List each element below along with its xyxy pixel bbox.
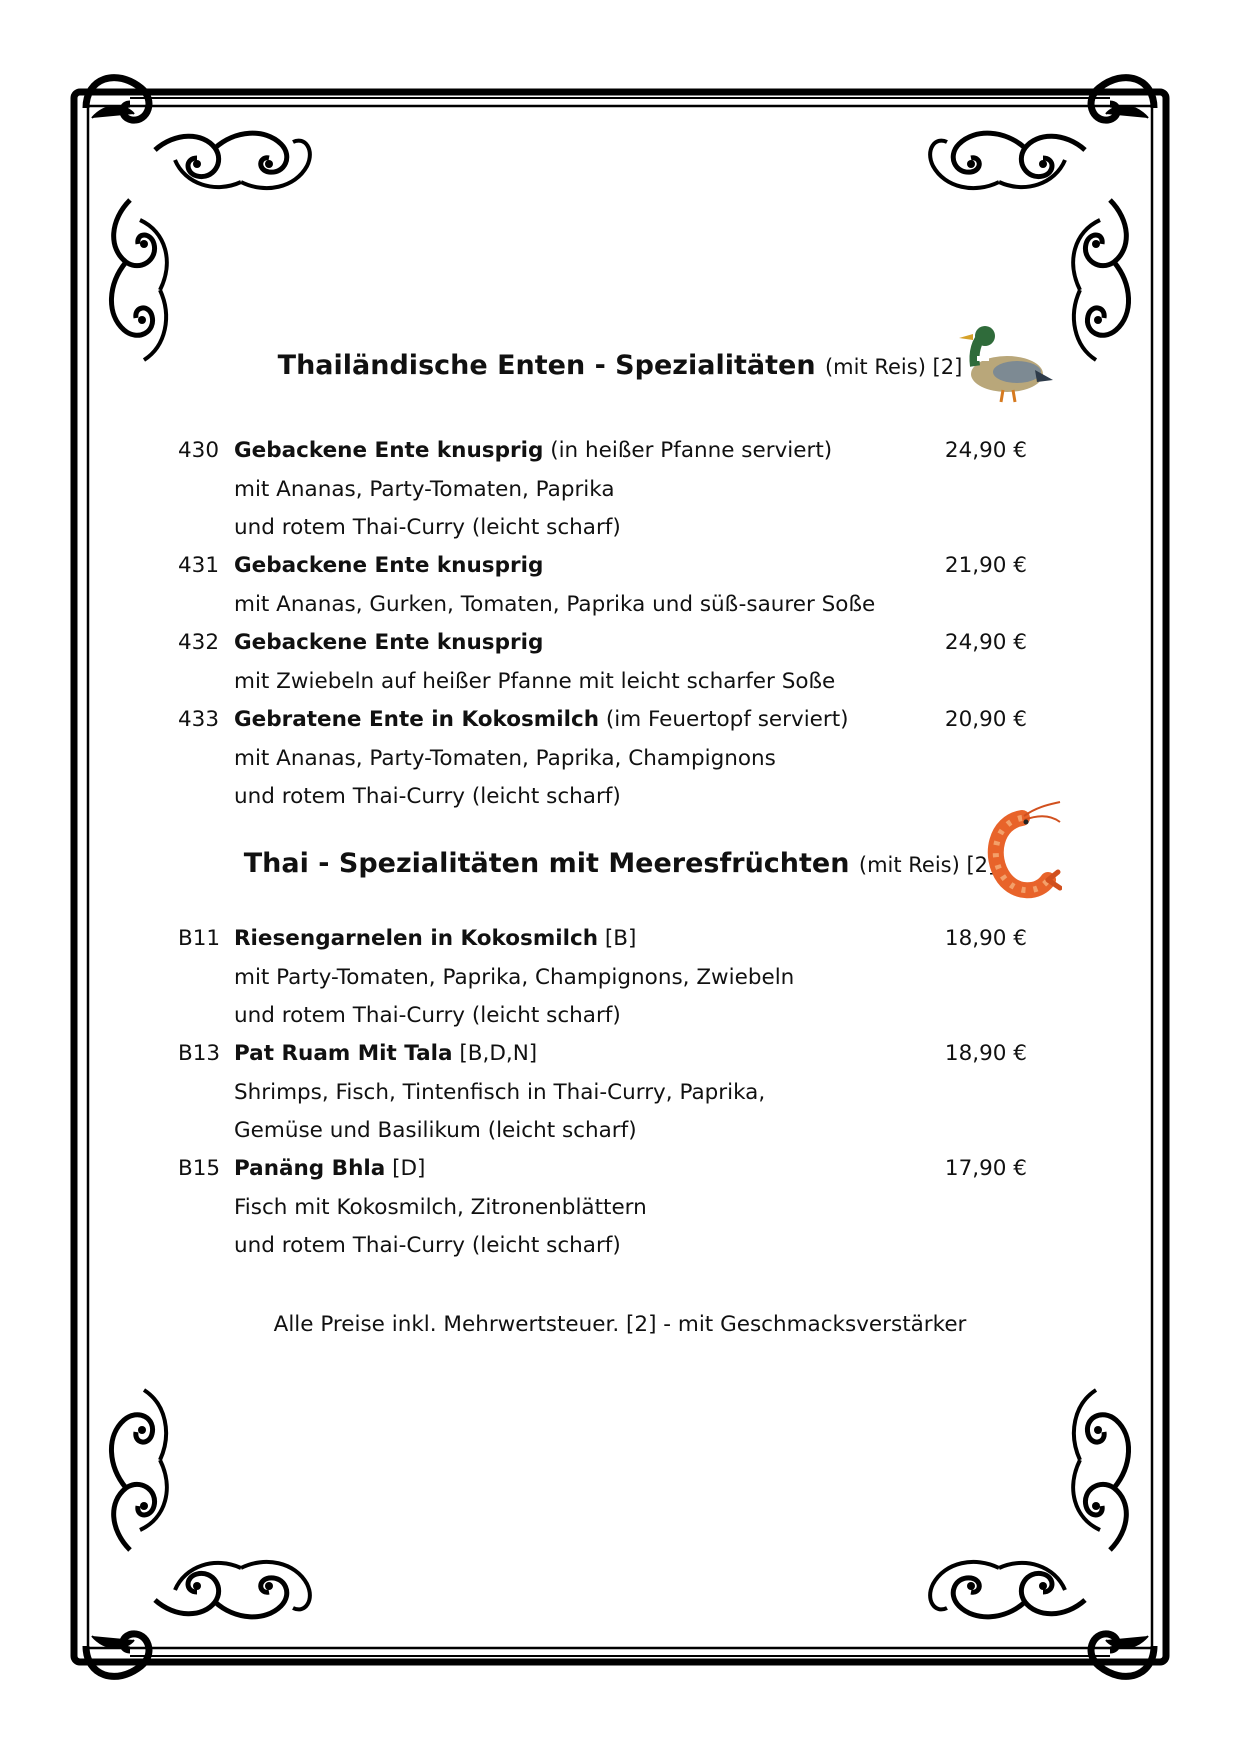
item-name: Riesengarnelen in Kokosmilch: [234, 926, 599, 951]
item-number: B13: [178, 1041, 221, 1066]
menu-item: [0, 920, 1240, 1036]
item-price: 18,90 €: [944, 926, 1027, 951]
menu-item-header: [0, 624, 1240, 663]
footer-note: Alle Preise inkl. Mehrwertsteuer. [2] - mit Geschmacksverstärker: [273, 1312, 967, 1337]
item-description: und rotem Thai-Curry (leicht scharf): [234, 1003, 621, 1028]
item-description: Fisch mit Kokosmilch, Zitronenblättern: [234, 1194, 647, 1220]
menu-item-header: [0, 1035, 1240, 1074]
item-price: 20,90 €: [944, 707, 1027, 732]
menu-item-header: [0, 547, 1240, 586]
item-number: 430: [178, 438, 220, 463]
menu-item: [0, 1035, 1240, 1151]
item-price: 24,90 €: [944, 630, 1027, 655]
item-price: 21,90 €: [944, 553, 1027, 578]
item-description: und rotem Thai-Curry (leicht scharf): [234, 1233, 621, 1258]
section-subtitle: (mit Reis) [2]: [824, 355, 963, 379]
item-description: mit Ananas, Party-Tomaten, Paprika: [234, 476, 615, 502]
menu-item: [0, 547, 1240, 624]
item-price: 18,90 €: [944, 1041, 1027, 1066]
section-title-text: Thailändische Enten - Spezialitäten: [277, 350, 816, 381]
item-name: Gebackene Ente knusprig: [234, 553, 544, 578]
item-number: B15: [178, 1156, 221, 1181]
item-name: Panäng Bhla: [234, 1156, 386, 1181]
item-note: (im Feuertopf serviert): [599, 707, 849, 732]
duck-icon: [955, 322, 1055, 407]
section-title-text: Thai - Spezialitäten mit Meeresfrüchten: [243, 848, 850, 879]
item-description: mit Zwiebeln auf heißer Pfanne mit leicht scharfer Soße: [234, 668, 836, 694]
menu-item: [0, 432, 1240, 548]
item-description: mit Ananas, Gurken, Tomaten, Paprika und süß-saurer Soße: [234, 591, 876, 617]
menu-item-header: [0, 920, 1240, 959]
shrimp-icon: [982, 800, 1062, 905]
item-note: (in heißer Pfanne serviert): [543, 438, 833, 463]
menu-item: [0, 624, 1240, 701]
item-price: 24,90 €: [944, 438, 1027, 463]
item-name: Gebackene Ente knusprig: [234, 630, 544, 655]
item-note: [B]: [598, 926, 637, 951]
item-number: 433: [178, 707, 220, 732]
menu-item-header: [0, 701, 1240, 740]
item-description: Shrimps, Fisch, Tintenfisch in Thai-Curry, Paprika,: [234, 1079, 766, 1105]
item-note: [B,D,N]: [452, 1041, 538, 1066]
menu-item-header: [0, 432, 1240, 471]
item-number: 431: [178, 553, 220, 578]
item-price: 17,90 €: [944, 1156, 1027, 1181]
item-number: 432: [178, 630, 220, 655]
item-name: Gebackene Ente knusprig: [234, 438, 544, 463]
menu-item: [0, 1150, 1240, 1266]
item-description: und rotem Thai-Curry (leicht scharf): [234, 784, 621, 809]
item-name: Gebratene Ente in Kokosmilch: [234, 707, 599, 732]
item-name: Pat Ruam Mit Tala: [234, 1041, 453, 1066]
menu-item-header: [0, 1150, 1240, 1189]
item-description: und rotem Thai-Curry (leicht scharf): [234, 515, 621, 540]
item-description: mit Party-Tomaten, Paprika, Champignons, Zwiebeln: [234, 964, 795, 990]
item-number: B11: [178, 926, 221, 951]
item-description: mit Ananas, Party-Tomaten, Paprika, Champignons: [234, 745, 776, 771]
item-description: Gemüse und Basilikum (leicht scharf): [234, 1118, 637, 1143]
section-subtitle: (mit Reis) [2]: [858, 853, 997, 877]
item-note: [D]: [385, 1156, 426, 1181]
